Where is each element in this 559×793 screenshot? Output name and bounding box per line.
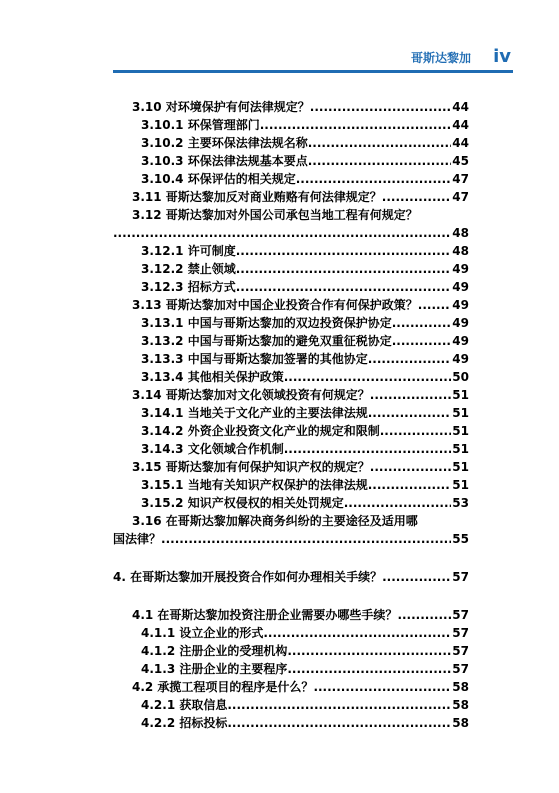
dot-leader <box>418 296 452 314</box>
toc-entry-label: 3.14 哥斯达黎加对文化领域投资有何规定？ <box>132 388 370 402</box>
toc-entry[interactable] <box>113 332 469 350</box>
dot-leader <box>113 224 451 242</box>
dot-leader <box>308 152 452 170</box>
toc-entry-wrapped[interactable]: 3.12 哥斯达黎加对外国公司承包当地工程有何规定？ <box>132 208 418 222</box>
dot-leader <box>236 278 452 296</box>
dot-leader <box>236 260 452 278</box>
toc-entry-label: 3.15.2 知识产权侵权的相关处罚规定 <box>141 496 344 510</box>
dot-leader <box>382 568 451 586</box>
toc-entry-page: 57 <box>452 662 469 676</box>
toc-entry[interactable] <box>113 404 469 422</box>
dot-leader <box>370 458 452 476</box>
dot-leader <box>380 422 452 440</box>
toc-entry-page: 45 <box>452 154 469 168</box>
toc-entry-label: 3.15 哥斯达黎加有何保护知识产权的规定？ <box>132 460 370 474</box>
toc-entry[interactable] <box>113 642 469 660</box>
toc-entry-label: 3.15.1 当地有关知识产权保护的法律法规 <box>141 478 368 492</box>
dot-leader <box>287 660 451 678</box>
toc-entry[interactable] <box>113 350 469 368</box>
toc-entry-page: 58 <box>452 716 469 730</box>
toc-entry-page: 51 <box>452 442 469 456</box>
dot-leader <box>284 440 452 458</box>
toc-entry[interactable] <box>113 458 469 476</box>
toc-gap <box>113 548 469 568</box>
toc-entry-page: 47 <box>452 172 469 186</box>
dot-leader <box>310 98 452 116</box>
toc-entry-label: 3.13.3 中国与哥斯达黎加签署的其他协定 <box>141 352 368 366</box>
dot-leader <box>161 530 451 548</box>
toc-entry-page: 57 <box>452 644 469 658</box>
toc-entry[interactable] <box>113 422 469 440</box>
toc-entry-label: 3.12.1 许可制度 <box>141 244 236 258</box>
toc-entry-page: 49 <box>452 280 469 294</box>
toc-entry-label: 4.1.2 注册企业的受理机构 <box>141 644 288 658</box>
dot-leader <box>227 714 451 732</box>
toc-entry-label: 4.1.1 设立企业的形式 <box>141 626 264 640</box>
toc-entry-label: 4.2.1 获取信息 <box>141 698 228 712</box>
toc-entry[interactable] <box>113 476 469 494</box>
toc-entry-wrapped[interactable]: 3.16 在哥斯达黎加解决商务纠纷的主要途径及适用哪 <box>132 514 418 528</box>
dot-leader <box>260 116 452 134</box>
dot-leader <box>296 170 452 188</box>
toc-entry[interactable] <box>113 696 469 714</box>
dot-leader <box>236 242 452 260</box>
toc-entry-page: 57 <box>452 608 469 622</box>
dot-leader <box>368 404 452 422</box>
toc-entry-page: 51 <box>452 406 469 420</box>
toc-entry-page: 58 <box>452 680 469 694</box>
toc-entry[interactable] <box>113 494 469 512</box>
toc-entry[interactable] <box>113 440 469 458</box>
toc-entry-label: 3.12.3 招标方式 <box>141 280 236 294</box>
dot-leader <box>344 494 452 512</box>
toc-gap <box>113 586 469 606</box>
toc-entry-label: 3.13.1 中国与哥斯达黎加的双边投资保护协定 <box>141 316 392 330</box>
toc-entry-label: 3.14.3 文化领域合作机制 <box>141 442 284 456</box>
toc-entry[interactable] <box>113 314 469 332</box>
dot-leader <box>313 678 451 696</box>
toc-entry-page: 51 <box>452 424 469 438</box>
toc-entry[interactable] <box>113 660 469 678</box>
toc-entry-page: 53 <box>452 496 469 510</box>
running-header-title: 哥斯达黎加 <box>410 51 471 65</box>
toc-entry[interactable] <box>113 170 469 188</box>
toc-entry-page: 51 <box>452 388 469 402</box>
toc-entry[interactable] <box>113 242 469 260</box>
toc-entry-label: 3.10.3 环保法律法规基本要点 <box>141 154 308 168</box>
toc-entry-page: 49 <box>452 352 469 366</box>
toc-entry-label: 4. 在哥斯达黎加开展投资合作如何办理相关手续？ <box>113 570 383 584</box>
toc-entry-page: 48 <box>452 244 469 258</box>
toc-entry-label: 3.13.2 中国与哥斯达黎加的避免双重征税协定 <box>141 334 392 348</box>
toc-entry[interactable] <box>113 116 469 134</box>
toc-entry[interactable] <box>113 568 469 586</box>
toc-entry[interactable] <box>113 368 469 386</box>
toc-entry-label: 3.10.1 环保管理部门 <box>141 118 260 132</box>
toc-entry-label: 3.14.2 外资企业投资文化产业的规定和限制 <box>141 424 380 438</box>
dot-leader <box>397 606 451 624</box>
toc-entry-label: 3.14.1 当地关于文化产业的主要法律法规 <box>141 406 368 420</box>
toc-entry[interactable] <box>113 714 469 732</box>
toc-entry[interactable] <box>113 224 469 242</box>
dot-leader <box>287 642 451 660</box>
toc-entry[interactable] <box>113 678 469 696</box>
toc-entry-page: 57 <box>452 626 469 640</box>
toc-entry-page: 48 <box>452 226 469 240</box>
page-header <box>0 0 559 80</box>
toc-entry[interactable] <box>113 98 469 116</box>
toc-entry-page: 49 <box>452 334 469 348</box>
toc-entry-label: 3.12.2 禁止领域 <box>141 262 236 276</box>
toc-entry-page: 49 <box>452 316 469 330</box>
toc-entry[interactable] <box>113 278 469 296</box>
toc-entry[interactable] <box>113 134 469 152</box>
dot-leader <box>392 332 452 350</box>
dot-leader <box>368 476 452 494</box>
toc-entry-label: 3.10.2 主要环保法律法规名称 <box>141 136 308 150</box>
toc-entry-label: 4.2.2 招标投标 <box>141 716 228 730</box>
toc-entry[interactable] <box>113 188 469 206</box>
toc-entry-page: 44 <box>452 100 469 114</box>
toc-entry[interactable] <box>113 260 469 278</box>
toc-entry[interactable] <box>113 606 469 624</box>
toc-entry-page: 51 <box>452 478 469 492</box>
toc-entry[interactable] <box>113 386 469 404</box>
toc-entry-label: 3.13 哥斯达黎加对中国企业投资合作有何保护政策？ <box>132 298 418 312</box>
toc-entry[interactable] <box>113 296 469 314</box>
toc-entry-label: 3.11 哥斯达黎加反对商业贿赂有何法律规定？ <box>132 190 382 204</box>
dot-leader <box>308 134 452 152</box>
dot-leader <box>382 188 452 206</box>
toc-entry-page: 58 <box>452 698 469 712</box>
dot-leader <box>263 624 451 642</box>
toc-entry[interactable] <box>113 624 469 642</box>
dot-leader <box>370 386 452 404</box>
toc-entry-page: 44 <box>452 118 469 132</box>
toc-entry-page: 55 <box>452 532 469 546</box>
table-of-contents <box>113 98 469 732</box>
toc-entry-label: 4.1 在哥斯达黎加投资注册企业需要办哪些手续？ <box>132 608 398 622</box>
toc-entry-page: 50 <box>452 370 469 384</box>
toc-entry-label: 4.2 承揽工程项目的程序是什么？ <box>132 680 314 694</box>
dot-leader <box>368 350 452 368</box>
page-number: iv <box>493 46 511 67</box>
toc-entry-label: 4.1.3 注册企业的主要程序 <box>141 662 288 676</box>
dot-leader <box>284 368 452 386</box>
dot-leader <box>392 314 452 332</box>
toc-entry-page: 51 <box>452 460 469 474</box>
toc-entry-label: 3.10.4 环保评估的相关规定 <box>141 172 296 186</box>
toc-entry-label: 国法律？ <box>113 532 162 546</box>
toc-entry-page: 49 <box>452 298 469 312</box>
toc-entry[interactable] <box>113 530 469 548</box>
toc-entry[interactable] <box>113 152 469 170</box>
toc-entry-page: 57 <box>452 570 469 584</box>
dot-leader <box>227 696 451 714</box>
toc-entry-label: 3.10 对环境保护有何法律规定？ <box>132 100 310 114</box>
toc-entry-page: 44 <box>452 136 469 150</box>
toc-entry-page: 49 <box>452 262 469 276</box>
toc-entry-label: 3.13.4 其他相关保护政策 <box>141 370 284 384</box>
toc-entry-page: 47 <box>452 190 469 204</box>
header-rule <box>113 70 513 73</box>
